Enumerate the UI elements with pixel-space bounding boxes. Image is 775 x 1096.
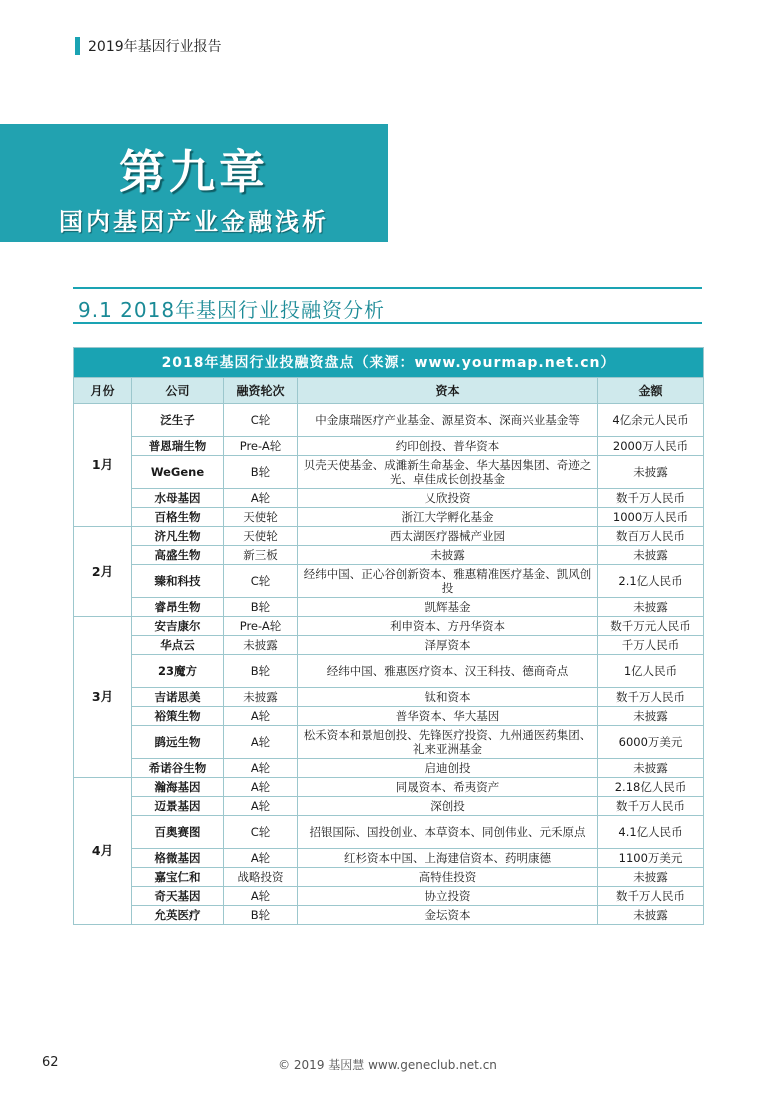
round-cell: A轮 xyxy=(224,887,298,906)
round-cell: B轮 xyxy=(224,655,298,688)
amount-cell: 未披露 xyxy=(598,759,704,778)
section-rule-bottom xyxy=(73,322,702,324)
capital-cell: 贝壳天使基金、成濉新生命基金、华大基因集团、奇迹之光、卓佳成长创投基金 xyxy=(298,456,598,489)
round-cell: 战略投资 xyxy=(224,868,298,887)
round-cell: B轮 xyxy=(224,906,298,925)
capital-cell: 利申资本、方丹华资本 xyxy=(298,617,598,636)
capital-cell: 高特佳投资 xyxy=(298,868,598,887)
table-row xyxy=(74,688,704,707)
company-cell: 泛生子 xyxy=(132,404,224,437)
amount-cell: 未披露 xyxy=(598,456,704,489)
capital-cell: 经纬中国、正心谷创新资本、雅惠精准医疗基金、凯风创投 xyxy=(298,565,598,598)
capital-cell: 经纬中国、雅惠医疗资本、汉王科技、德商奇点 xyxy=(298,655,598,688)
table-row xyxy=(74,598,704,617)
company-cell: 23魔方 xyxy=(132,655,224,688)
company-cell: 华点云 xyxy=(132,636,224,655)
table-row xyxy=(74,437,704,456)
month-cell: 1月 xyxy=(74,404,132,527)
month-cell: 2月 xyxy=(74,527,132,617)
round-cell: A轮 xyxy=(224,726,298,759)
company-cell: 希诺谷生物 xyxy=(132,759,224,778)
capital-cell: 协立投资 xyxy=(298,887,598,906)
company-cell: 安吉康尔 xyxy=(132,617,224,636)
table-row xyxy=(74,456,704,489)
round-cell: 未披露 xyxy=(224,688,298,707)
column-header: 月份 xyxy=(74,378,132,404)
capital-cell: 凯辉基金 xyxy=(298,598,598,617)
round-cell: B轮 xyxy=(224,456,298,489)
table-row xyxy=(74,849,704,868)
amount-cell: 未披露 xyxy=(598,906,704,925)
table-row xyxy=(74,617,704,636)
round-cell: 天使轮 xyxy=(224,527,298,546)
table-row xyxy=(74,707,704,726)
round-cell: A轮 xyxy=(224,489,298,508)
capital-cell: 未披露 xyxy=(298,546,598,565)
table-row xyxy=(74,778,704,797)
amount-cell: 数千万人民币 xyxy=(598,489,704,508)
column-header: 金额 xyxy=(598,378,704,404)
round-cell: A轮 xyxy=(224,849,298,868)
table-row xyxy=(74,527,704,546)
amount-cell: 1000万人民币 xyxy=(598,508,704,527)
company-cell: 高盛生物 xyxy=(132,546,224,565)
amount-cell: 2.18亿人民币 xyxy=(598,778,704,797)
capital-cell: 浙江大学孵化基金 xyxy=(298,508,598,527)
table-row xyxy=(74,508,704,527)
company-cell: 裕策生物 xyxy=(132,707,224,726)
table-row xyxy=(74,636,704,655)
amount-cell: 4.1亿人民币 xyxy=(598,816,704,849)
table-row xyxy=(74,489,704,508)
company-cell: 济凡生物 xyxy=(132,527,224,546)
company-cell: 允英医疗 xyxy=(132,906,224,925)
company-cell: 睿昂生物 xyxy=(132,598,224,617)
month-cell: 3月 xyxy=(74,617,132,778)
company-cell: 奇天基因 xyxy=(132,887,224,906)
capital-cell: 西太湖医疗器械产业园 xyxy=(298,527,598,546)
capital-cell: 松禾资本和景旭创投、先锋医疗投资、九州通医药集团、礼来亚洲基金 xyxy=(298,726,598,759)
amount-cell: 未披露 xyxy=(598,546,704,565)
capital-cell: 约印创投、普华资本 xyxy=(298,437,598,456)
amount-cell: 数百万人民币 xyxy=(598,527,704,546)
round-cell: B轮 xyxy=(224,598,298,617)
capital-cell: 启迪创投 xyxy=(298,759,598,778)
company-cell: 百格生物 xyxy=(132,508,224,527)
capital-cell: 乂欣投资 xyxy=(298,489,598,508)
capital-cell: 红杉资本中国、上海建信资本、药明康德 xyxy=(298,849,598,868)
chapter-title: 第九章 xyxy=(119,145,269,199)
table-row xyxy=(74,797,704,816)
round-cell: C轮 xyxy=(224,816,298,849)
capital-cell: 泽厚资本 xyxy=(298,636,598,655)
month-cell: 4月 xyxy=(74,778,132,925)
table-row xyxy=(74,816,704,849)
company-cell: 迈景基因 xyxy=(132,797,224,816)
round-cell: A轮 xyxy=(224,707,298,726)
table-row xyxy=(74,404,704,437)
amount-cell: 千万人民币 xyxy=(598,636,704,655)
round-cell: A轮 xyxy=(224,797,298,816)
company-cell: 水母基因 xyxy=(132,489,224,508)
section-rule-top xyxy=(73,287,702,289)
table-row xyxy=(74,887,704,906)
round-cell: A轮 xyxy=(224,778,298,797)
table-row xyxy=(74,726,704,759)
capital-cell: 同晟资本、希夷资产 xyxy=(298,778,598,797)
amount-cell: 1亿人民币 xyxy=(598,655,704,688)
column-header: 资本 xyxy=(298,378,598,404)
amount-cell: 未披露 xyxy=(598,868,704,887)
amount-cell: 数千万人民币 xyxy=(598,688,704,707)
amount-cell: 4亿余元人民币 xyxy=(598,404,704,437)
amount-cell: 1100万美元 xyxy=(598,849,704,868)
company-cell: 百奥赛图 xyxy=(132,816,224,849)
amount-cell: 未披露 xyxy=(598,707,704,726)
round-cell: C轮 xyxy=(224,404,298,437)
company-cell: WeGene xyxy=(132,456,224,489)
table-row xyxy=(74,546,704,565)
amount-cell: 数千万人民币 xyxy=(598,797,704,816)
company-cell: 格微基因 xyxy=(132,849,224,868)
company-cell: 臻和科技 xyxy=(132,565,224,598)
column-header: 融资轮次 xyxy=(224,378,298,404)
page-number: 62 xyxy=(42,1055,59,1070)
amount-cell: 6000万美元 xyxy=(598,726,704,759)
company-cell: 嘉宝仁和 xyxy=(132,868,224,887)
round-cell: A轮 xyxy=(224,759,298,778)
chapter-subtitle: 国内基因产业金融浅析 xyxy=(59,208,329,236)
header-title: 2019年基因行业报告 xyxy=(88,39,222,55)
round-cell: 新三板 xyxy=(224,546,298,565)
table-header-row xyxy=(74,378,704,404)
footer-copyright: © 2019 基因慧 www.geneclub.net.cn xyxy=(278,1058,497,1072)
table-row xyxy=(74,655,704,688)
round-cell: C轮 xyxy=(224,565,298,598)
company-cell: 瀚海基因 xyxy=(132,778,224,797)
company-cell: 吉诺思美 xyxy=(132,688,224,707)
round-cell: Pre-A轮 xyxy=(224,617,298,636)
company-cell: 普恩瑞生物 xyxy=(132,437,224,456)
capital-cell: 金坛资本 xyxy=(298,906,598,925)
capital-cell: 招银国际、国投创业、本草资本、同创伟业、元禾原点 xyxy=(298,816,598,849)
amount-cell: 2000万人民币 xyxy=(598,437,704,456)
amount-cell: 数千万人民币 xyxy=(598,887,704,906)
table-row xyxy=(74,565,704,598)
chapter-banner xyxy=(0,124,388,242)
capital-cell: 深创投 xyxy=(298,797,598,816)
round-cell: 未披露 xyxy=(224,636,298,655)
financing-table xyxy=(73,347,704,925)
table-row xyxy=(74,906,704,925)
column-header: 公司 xyxy=(132,378,224,404)
table-row xyxy=(74,759,704,778)
section-title: 9.1 2018年基因行业投融资分析 xyxy=(78,298,386,322)
capital-cell: 中金康瑞医疗产业基金、源星资本、深商兴业基金等 xyxy=(298,404,598,437)
capital-cell: 钛和资本 xyxy=(298,688,598,707)
capital-cell: 普华资本、华大基因 xyxy=(298,707,598,726)
round-cell: 天使轮 xyxy=(224,508,298,527)
page-header xyxy=(75,36,222,56)
amount-cell: 未披露 xyxy=(598,598,704,617)
round-cell: Pre-A轮 xyxy=(224,437,298,456)
table-caption: 2018年基因行业投融资盘点（来源：www.yourmap.net.cn） xyxy=(74,348,704,378)
header-accent-bar xyxy=(75,37,80,55)
amount-cell: 数千万元人民币 xyxy=(598,617,704,636)
table-row xyxy=(74,868,704,887)
company-cell: 鹍远生物 xyxy=(132,726,224,759)
amount-cell: 2.1亿人民币 xyxy=(598,565,704,598)
